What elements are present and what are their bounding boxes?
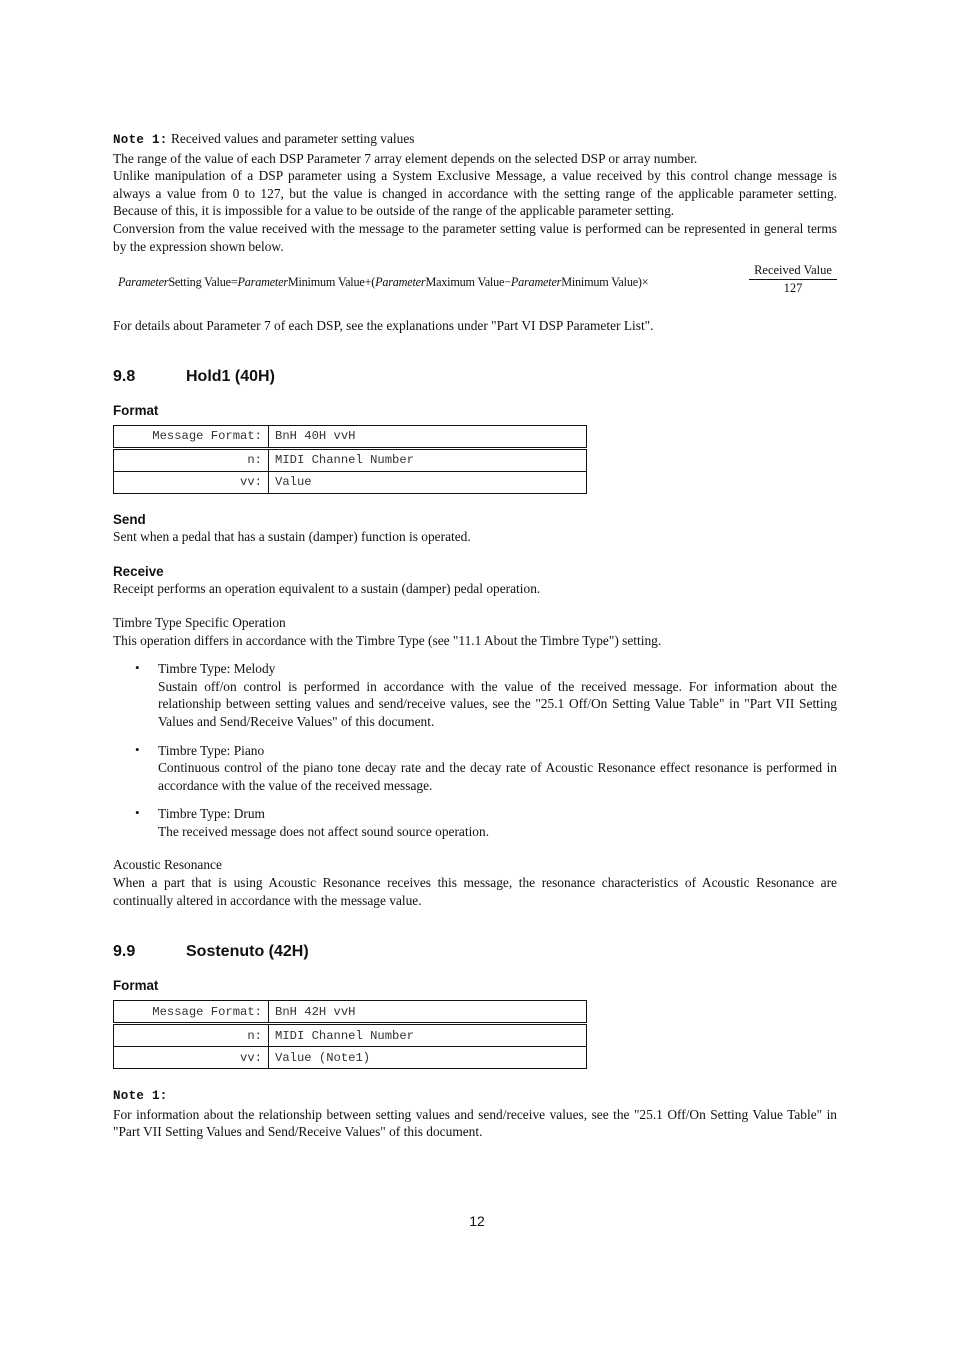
fraction-denominator: 127 <box>783 281 803 296</box>
bullet-icon: • <box>135 805 140 821</box>
list-item <box>113 805 837 840</box>
table-key: Message Format: <box>114 425 269 448</box>
intro-paragraph-2: Unlike manipulation of a DSP parameter using a System Exclusive Message, a value received by this control change message is always a value from 0 to 127, but the value is changed in accordance with the setting range of the applicable parameter setting. Because of this, it is impossible for a value to be outside of the range of the applicable parameter setting. <box>113 168 837 219</box>
timbre-type-heading: Timbre Type Specific Operation <box>113 614 286 630</box>
format-label: Format <box>113 402 159 418</box>
table-row <box>114 1001 587 1024</box>
table-key: n: <box>114 1024 269 1047</box>
acoustic-resonance-text: When a part that is using Acoustic Resonance receives this message, the resonance characteristics of Acoustic Resonance are continually altered in accordance with the message value. <box>113 875 837 908</box>
send-text: Sent when a pedal that has a sustain (damper) function is operated. <box>113 528 471 544</box>
table-value: MIDI Channel Number <box>269 1024 587 1047</box>
page-number: 12 <box>469 1213 485 1229</box>
formula-fraction <box>749 263 837 296</box>
sostenuto-format-table <box>113 1000 587 1069</box>
timbre-type-list <box>113 660 837 840</box>
conversion-formula <box>113 263 837 295</box>
list-item <box>113 660 837 730</box>
table-key: vv: <box>114 1047 269 1069</box>
document-page <box>113 130 837 1141</box>
table-value: BnH 40H vvH <box>269 425 587 448</box>
section-number: 9.8 <box>113 367 136 385</box>
receive-text: Receipt performs an operation equivalent to a sustain (damper) pedal operation. <box>113 581 541 597</box>
note-1-heading <box>113 130 837 150</box>
details-paragraph: For details about Parameter 7 of each DSP, see the explanations under "Part VI DSP Parameter List". <box>113 318 654 334</box>
send-label: Send <box>113 511 146 527</box>
section-heading-sostenuto <box>113 943 837 963</box>
table-row <box>114 1047 587 1069</box>
table-value: MIDI Channel Number <box>269 448 587 471</box>
bullet-icon: • <box>135 741 140 757</box>
table-value: Value <box>269 471 587 493</box>
section-number: 9.9 <box>113 943 136 961</box>
hold1-format-table <box>113 425 587 494</box>
table-value: BnH 42H vvH <box>269 1001 587 1024</box>
note-label: Note 1: <box>113 1089 168 1104</box>
format-label: Format <box>113 978 159 994</box>
table-row <box>114 448 587 471</box>
table-key: Message Format: <box>114 1001 269 1024</box>
bullet-head: Timbre Type: Piano <box>158 742 265 758</box>
intro-paragraph-3: Conversion from the value received with the message to the parameter setting value is performed can be represented in general terms by the expression shown below. <box>113 220 837 254</box>
receive-label: Receive <box>113 564 164 580</box>
table-row <box>114 471 587 493</box>
section-heading-hold1 <box>113 368 837 388</box>
timbre-type-text: This operation differs in accordance with the Timbre Type (see "11.1 About the Timbre Type") setting. <box>113 632 662 648</box>
bullet-icon: • <box>135 660 140 676</box>
bullet-body: The received message does not affect sound source operation. <box>158 823 490 839</box>
note-label: Note 1: <box>113 133 168 147</box>
table-value: Value (Note1) <box>269 1047 587 1069</box>
table-key: n: <box>114 448 269 471</box>
formula-expression: ParameterSetting Value=ParameterMinimum Value+(ParameterMaximum Value−ParameterMinimum Value)× <box>118 275 649 290</box>
section-title: Hold1 (40H) <box>186 367 275 385</box>
intro-paragraph-1: The range of the value of each DSP Parameter 7 array element depends on the selected DSP or array number. <box>113 150 698 166</box>
section-title: Sostenuto (42H) <box>186 943 309 961</box>
table-key: vv: <box>114 471 269 493</box>
list-item <box>113 742 837 795</box>
bullet-head: Timbre Type: Drum <box>158 806 265 822</box>
acoustic-resonance-heading: Acoustic Resonance <box>113 857 222 873</box>
fraction-numerator: Received Value <box>749 263 837 280</box>
table-row <box>114 1024 587 1047</box>
bullet-body: Continuous control of the piano tone decay rate and the decay rate of Acoustic Resonance effect resonance is performed in accordance with the value of the received message. <box>158 760 837 793</box>
sostenuto-note-heading <box>113 1086 837 1106</box>
bullet-head: Timbre Type: Melody <box>158 661 276 677</box>
table-row <box>114 425 587 448</box>
sostenuto-note-text: For information about the relationship between setting values and send/receive values, see the "25.1 Off/On Setting Value Table" in "Part VII Setting Values and Send/Receive Values" of this document. <box>113 1106 837 1140</box>
bullet-body: Sustain off/on control is performed in accordance with the value of the received message. For information about the relationship between setting values and send/receive values, see the "25.1 Off/On Setting Value Table" in "Part VII Setting Values and Send/Receive Values" of this document. <box>158 678 837 729</box>
note-title: Received values and parameter setting values <box>170 131 415 146</box>
